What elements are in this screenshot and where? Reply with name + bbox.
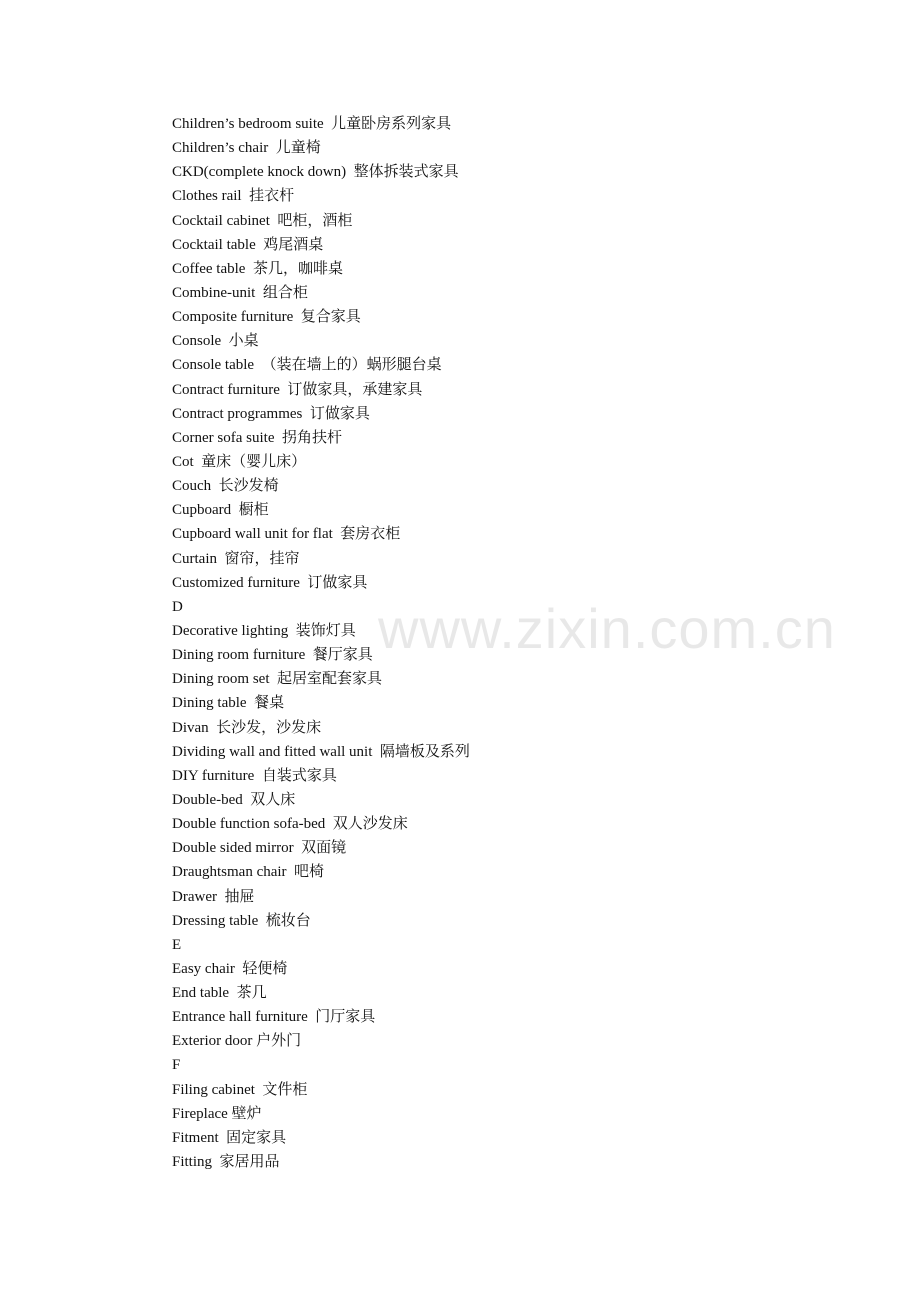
glossary-entry: Contract furniture 订做家具，承建家具 (172, 381, 423, 398)
glossary-entry: Composite furniture 复合家具 (172, 309, 361, 326)
glossary-entry: Children’s bedroom suite 儿童卧房系列家具 (172, 116, 452, 132)
glossary-entry: Decorative lighting 装饰灯具 (172, 622, 356, 639)
glossary-entry: Fitment 固定家具 (172, 1129, 287, 1146)
glossary-entry: Fitting 家居用品 (172, 1154, 280, 1171)
glossary-entry: Draughtsman chair 吧椅 (172, 864, 325, 881)
glossary-entry: Console table （装在墙上的）蜗形腿台桌 (172, 357, 442, 374)
glossary-entry: Cocktail cabinet 吧柜，酒柜 (172, 212, 353, 229)
glossary-entry: Double-bed 双人床 (172, 791, 296, 808)
glossary-entry: Curtain 窗帘，挂帘 (172, 550, 300, 567)
glossary-entry: Corner sofa suite 拐角扶杆 (172, 429, 342, 446)
glossary-entry: Cocktail table 鸡尾酒桌 (172, 236, 324, 253)
glossary-entry: Divan 长沙发，沙发床 (172, 719, 322, 736)
glossary-entry: Double function sofa-bed 双人沙发床 (172, 816, 408, 833)
glossary-entry: Entrance hall furniture 门厅家具 (172, 1009, 376, 1026)
glossary-entry: Customized furniture 订做家具 (172, 574, 368, 591)
glossary-entry: Clothes rail 挂衣杆 (172, 188, 295, 205)
glossary-entry: Combine-unit 组合柜 (172, 284, 308, 301)
glossary-entry: End table 茶几 (172, 985, 267, 1002)
glossary-entry: Dining room furniture 餐厅家具 (172, 647, 373, 664)
glossary-entry: Double sided mirror 双面镜 (172, 840, 347, 857)
glossary-entry: Contract programmes 订做家具 (172, 405, 370, 422)
watermark: www.zixin.com.cn (378, 597, 836, 660)
glossary-entry: Dressing table 梳妆台 (172, 912, 311, 929)
glossary-entry: Children’s chair 儿童椅 (172, 140, 321, 157)
glossary-entry: Filing cabinet 文件柜 (172, 1081, 308, 1098)
glossary-entry: Cupboard 橱柜 (172, 502, 269, 519)
glossary-entry: Console 小桌 (172, 333, 259, 350)
section-letter: F (172, 1057, 181, 1074)
glossary-entry: CKD(complete knock down) 整体拆装式家具 (172, 164, 459, 181)
glossary-list (172, 112, 732, 1174)
glossary-entry: Dining room set 起居室配套家具 (172, 671, 382, 688)
section-letter: D (172, 598, 183, 615)
section-letter: E (172, 936, 182, 953)
glossary-entry: Cot 童床（婴儿床） (172, 453, 307, 470)
glossary-entry: Couch 长沙发椅 (172, 478, 279, 495)
glossary-entry: DIY furniture 自装式家具 (172, 767, 337, 784)
glossary-entry: Coffee table 茶几，咖啡桌 (172, 260, 343, 277)
glossary-entry: Cupboard wall unit for flat 套房衣柜 (172, 526, 401, 543)
glossary-entry: Fireplace 壁炉 (172, 1105, 262, 1122)
glossary-entry: Dividing wall and fitted wall unit 隔墙板及系列 (172, 743, 470, 760)
glossary-entry: Drawer 抽屉 (172, 888, 255, 905)
glossary-entry: Exterior door 户外门 (172, 1033, 302, 1050)
glossary-entry: Easy chair 轻便椅 (172, 960, 288, 977)
glossary-entry: Dining table 餐桌 (172, 695, 285, 712)
